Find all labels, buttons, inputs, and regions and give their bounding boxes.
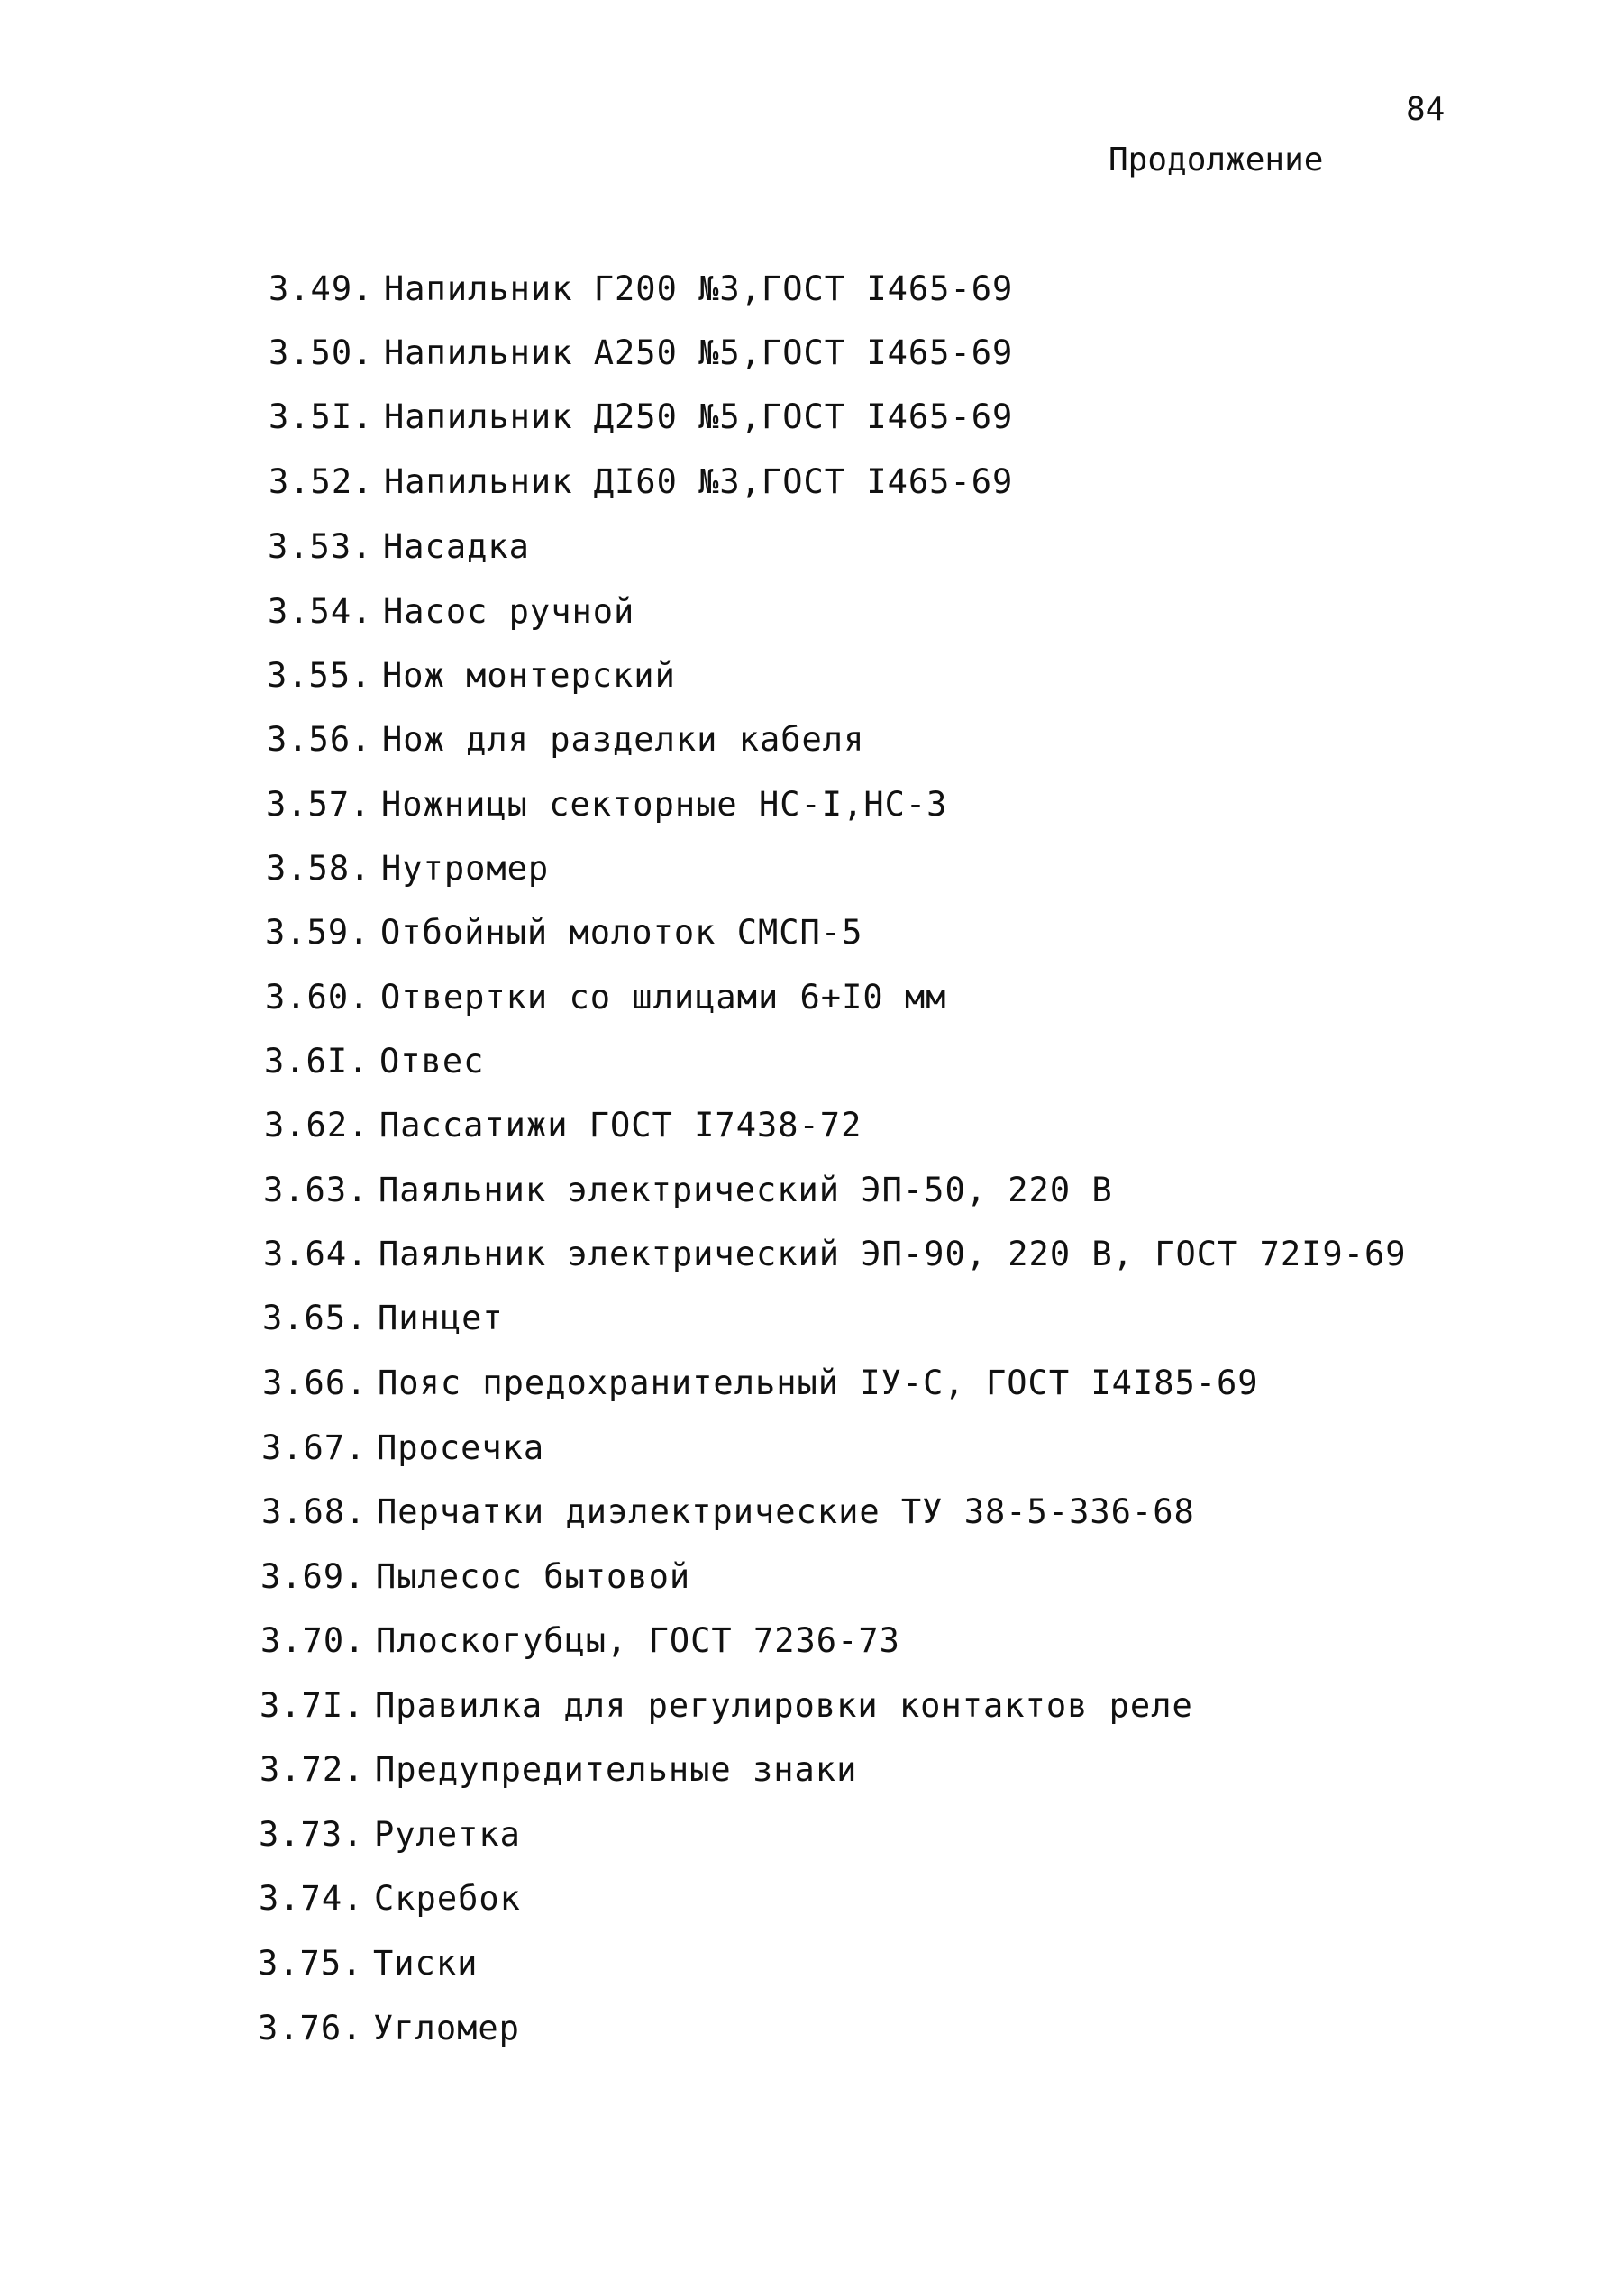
item-number: 3.70. xyxy=(260,1621,366,1660)
item-number: 3.7I. xyxy=(260,1686,365,1725)
item-text: Пылесос бытовой xyxy=(376,1557,691,1596)
item-number: 3.55. xyxy=(267,656,372,695)
item-text: Скребок xyxy=(374,1879,521,1918)
item-number: 3.76. xyxy=(258,2009,363,2048)
item-number: 3.72. xyxy=(260,1750,365,1789)
list-item xyxy=(258,2009,520,2048)
list-item xyxy=(263,1237,1407,1271)
list-item xyxy=(259,1879,521,1918)
item-number: 3.49. xyxy=(269,269,374,308)
item-text: Пассатижи ГОСТ I7438-72 xyxy=(379,1106,862,1145)
page-number: 84 xyxy=(1406,91,1446,128)
item-text: Ножницы секторные НС-I,НС-3 xyxy=(381,785,948,824)
item-text: Просечка xyxy=(377,1428,545,1467)
item-text: Угломер xyxy=(373,2009,520,2048)
item-text: Пинцет xyxy=(378,1299,504,1337)
item-number: 3.69. xyxy=(260,1557,366,1596)
item-text: Отвес xyxy=(379,1042,485,1081)
list-item xyxy=(267,656,676,695)
item-text: Отвертки со шлицами 6+I0 мм xyxy=(380,978,947,1017)
item-text: Паяльник электрический ЭП-90, 220 В, ГОСТ 72I9-69 xyxy=(379,1235,1407,1273)
item-text: Нож для разделки кабеля xyxy=(382,720,865,759)
list-item xyxy=(266,785,948,824)
item-number: 3.75. xyxy=(258,1944,363,1983)
item-number: 3.57. xyxy=(266,785,371,824)
item-text: Перчатки диэлектрические ТУ 38-5-336-68 xyxy=(377,1492,1195,1531)
item-number: 3.67. xyxy=(261,1428,367,1467)
list-item xyxy=(260,1686,1193,1725)
list-item xyxy=(265,913,863,952)
list-item xyxy=(261,1428,545,1467)
list-item xyxy=(267,720,865,759)
list-item xyxy=(262,1366,1259,1400)
list-item xyxy=(265,978,947,1017)
item-number: 3.68. xyxy=(261,1492,367,1531)
item-number: 3.58. xyxy=(266,849,371,888)
item-number: 3.60. xyxy=(265,978,370,1017)
item-number: 3.59. xyxy=(265,913,370,952)
list-item xyxy=(264,1042,485,1081)
list-item xyxy=(262,1301,504,1335)
item-number: 3.54. xyxy=(268,592,373,631)
item-text: Насос ручной xyxy=(383,592,635,631)
item-number: 3.64. xyxy=(263,1235,369,1273)
list-item xyxy=(266,849,550,888)
list-item xyxy=(258,1944,479,1983)
item-number: 3.6I. xyxy=(264,1042,370,1081)
list-item xyxy=(269,462,1014,501)
item-number: 3.73. xyxy=(259,1815,364,1854)
list-item xyxy=(263,1173,1113,1207)
item-number: 3.74. xyxy=(259,1879,364,1918)
item-text: Пояс предохранительный IУ-С, ГОСТ I4I85-69 xyxy=(378,1364,1259,1402)
item-text: Нож монтерский xyxy=(382,656,676,695)
list-item xyxy=(268,592,635,631)
item-text: Напильник ДI60 №3,ГОСТ I465-69 xyxy=(384,462,1014,501)
list-item xyxy=(260,1621,900,1660)
item-number: 3.65. xyxy=(262,1299,368,1337)
continuation-heading: Продолжение xyxy=(1109,141,1324,178)
item-number: 3.50. xyxy=(269,333,374,372)
item-number: 3.56. xyxy=(267,720,372,759)
item-text: Тиски xyxy=(373,1944,479,1983)
item-number: 3.53. xyxy=(268,527,373,566)
list-item xyxy=(260,1557,691,1596)
list-item xyxy=(268,527,530,566)
item-number: 3.52. xyxy=(269,462,374,501)
item-number: 3.62. xyxy=(264,1106,370,1145)
item-text: Напильник Г200 №3,ГОСТ I465-69 xyxy=(384,269,1014,308)
list-item xyxy=(260,1750,858,1789)
list-item xyxy=(269,269,1014,308)
item-number: 3.63. xyxy=(263,1171,369,1209)
list-item xyxy=(261,1492,1195,1531)
list-item xyxy=(264,1106,862,1145)
item-text: Правилка для регулировки контактов реле xyxy=(375,1686,1193,1725)
list-item xyxy=(269,397,1014,436)
item-number: 3.66. xyxy=(262,1364,368,1402)
item-text: Напильник А250 №5,ГОСТ I465-69 xyxy=(384,333,1014,372)
item-text: Насадка xyxy=(383,527,530,566)
item-text: Отбойный молоток СМСП-5 xyxy=(380,913,863,952)
item-text: Паяльник электрический ЭП-50, 220 В xyxy=(379,1171,1113,1209)
item-text: Рулетка xyxy=(374,1815,521,1854)
item-text: Нутромер xyxy=(381,849,550,888)
list-item xyxy=(269,333,1014,372)
list-item xyxy=(259,1815,521,1854)
item-number: 3.5I. xyxy=(269,397,374,436)
item-text: Напильник Д250 №5,ГОСТ I465-69 xyxy=(384,397,1014,436)
item-text: Предупредительные знаки xyxy=(375,1750,858,1789)
item-text: Плоскогубцы, ГОСТ 7236-73 xyxy=(376,1621,900,1660)
